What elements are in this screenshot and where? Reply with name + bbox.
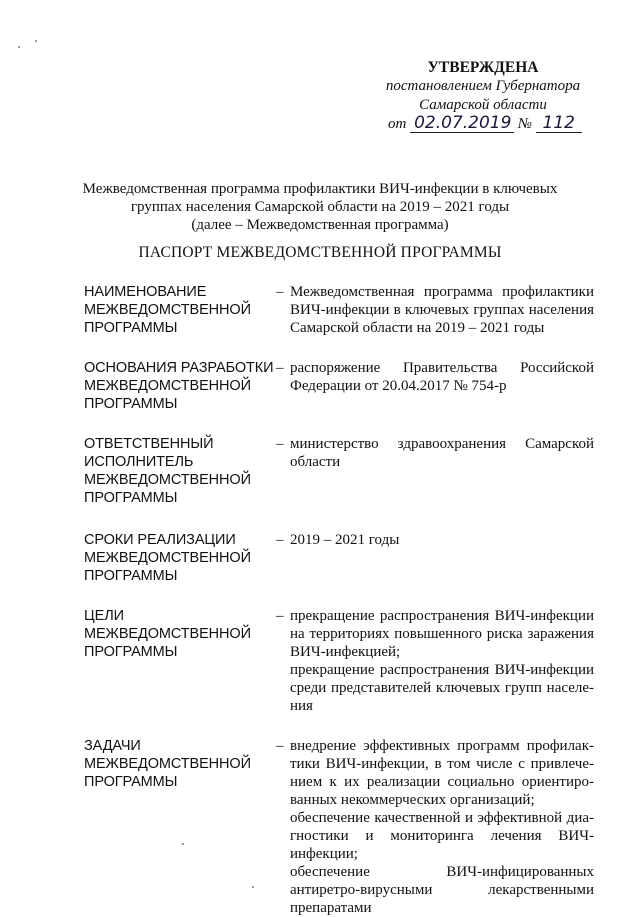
approval-date-prefix: от [388,116,407,132]
approval-line-2: Самарской области [419,97,547,113]
row-dash: – [276,284,284,300]
passport-table [84,283,604,917]
passport-row-goals [84,607,604,715]
row-label-line: ЦЕЛИ [84,608,124,624]
row-paragraph: обеспечение ВИЧ-инфицированных антиретро-вирусными лекарственными препаратами [290,864,594,916]
row-dash: – [276,608,284,624]
passport-row-tasks [84,737,604,917]
row-label [84,531,276,585]
passport-row-basis [84,359,604,413]
row-label [84,607,276,715]
approval-stamp [368,58,598,134]
program-title-line-3: (далее – Межведомственная программа) [191,217,449,233]
row-label-line: ПРОГРАММЫ [84,396,178,412]
row-label [84,283,276,337]
row-label-line: СРОКИ РЕАЛИЗАЦИИ [84,532,236,548]
scan-speck [18,46,20,48]
row-dash: – [276,738,284,754]
row-dash: – [276,360,284,376]
row-label-line: МЕЖВЕДОМСТВЕННОЙ [84,550,251,566]
row-label-line: НАИМЕНОВАНИЕ [84,284,207,300]
approval-heading: УТВЕРЖДЕНА [427,59,539,76]
row-label-line: ПРОГРАММЫ [84,644,178,660]
row-paragraph: прекращение распространения ВИЧ-инфекции на территориях повышенного риска заражения ВИЧ-инфекцией; [290,608,594,660]
approval-date-line [368,115,598,134]
row-label-line: ПРОГРАММЫ [84,490,178,506]
row-value [290,737,594,917]
row-dash: – [276,532,284,548]
row-label-line: МЕЖВЕДОМСТВЕННОЙ [84,626,251,642]
row-paragraph: внедрение эффективных программ профилак-тики ВИЧ-инфекции, в том числе с привлече-нием к их реализации социально ориентиро-ванных некоммерческих организаций; [290,738,594,808]
row-label [84,359,276,413]
passport-heading: ПАСПОРТ МЕЖВЕДОМСТВЕННОЙ ПРОГРАММЫ [138,244,502,261]
scan-speck [252,886,254,888]
row-label-line: ОСНОВАНИЯ РАЗРАБОТКИ [84,360,274,376]
passport-row-executor [84,435,604,507]
row-label-line: МЕЖВЕДОМСТВЕННОЙ [84,472,251,488]
program-title [60,180,580,234]
row-label-line: ПРОГРАММЫ [84,774,178,790]
row-value [290,359,594,413]
row-value [290,283,594,337]
row-label-line: МЕЖВЕДОМСТВЕННОЙ [84,302,251,318]
approval-line-1: постановлением Губернатора [385,78,581,94]
passport-row-name [84,283,604,337]
row-label [84,435,276,507]
row-value [290,435,594,507]
row-label-line: МЕЖВЕДОМСТВЕННОЙ [84,756,251,772]
row-dash: – [276,436,284,452]
row-paragraph: 2019 – 2021 годы [290,532,400,548]
row-label-line: ПРОГРАММЫ [84,320,178,336]
row-paragraph: распоряжение Правительства Российской Федерации от 20.04.2017 № 754-р [290,360,594,394]
approval-number-handwritten: 112 [536,115,582,133]
program-title-line-2: группах населения Самарской области на 2019 – 2021 годы [130,199,510,215]
scan-speck [182,843,184,845]
row-label-line: ОТВЕТСТВЕННЫЙ [84,436,214,452]
row-paragraph: прекращение распространения ВИЧ-инфекции среди представителей ключевых групп населе-ния [290,662,594,714]
row-paragraph: обеспечение качественной и эффективной диа-гностики и мониторинга лечения ВИЧ-инфекции; [290,810,594,862]
row-label-line: ПРОГРАММЫ [84,568,178,584]
approval-number-sign: № [517,116,532,132]
row-label-line: МЕЖВЕДОМСТВЕННОЙ [84,378,251,394]
row-label [84,737,276,917]
row-value [290,531,594,585]
scan-speck [35,40,37,42]
approval-date-handwritten: 02.07.2019 [410,115,514,133]
row-paragraph: Межведомственная программа профилактики ВИЧ-инфекции в ключевых группах населения Самарской области на 2019 – 2021 годы [290,284,594,336]
row-label-line: ИСПОЛНИТЕЛЬ [84,454,194,470]
row-label-line: ЗАДАЧИ [84,738,141,754]
passport-row-period [84,531,604,585]
row-paragraph: министерство здравоохранения Самарской области [290,436,594,470]
row-value [290,607,594,715]
program-title-line-1: Межведомственная программа профилактики ВИЧ-инфекции в ключевых [82,181,558,197]
